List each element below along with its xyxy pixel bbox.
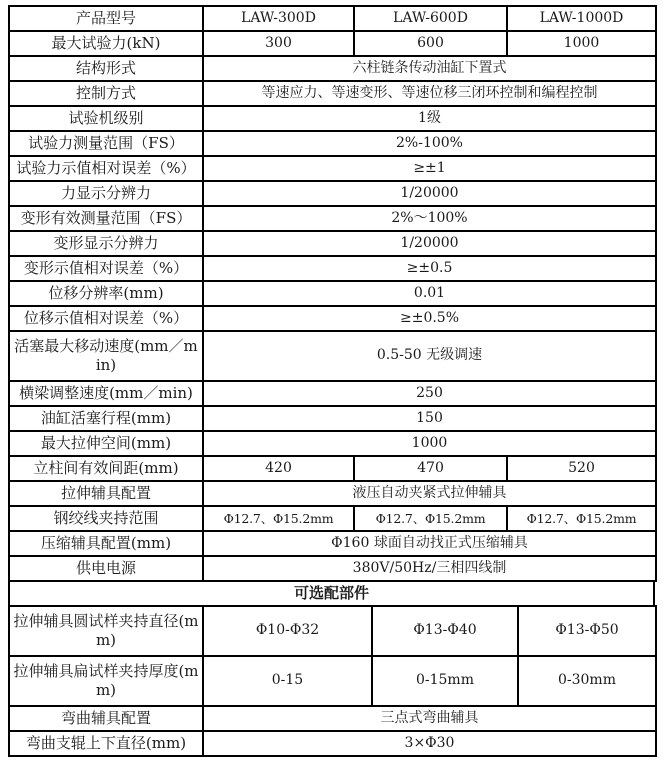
spec-label: 活塞最大移动速度(mm／min)	[9, 331, 203, 381]
spec-value: ≥±0.5%	[203, 306, 656, 331]
spec-label: 最大拉伸空间(mm)	[9, 431, 203, 456]
spec-table-optional	[8, 605, 657, 757]
spec-value: 液压自动夹紧式拉伸辅具	[203, 481, 656, 506]
table-row-flat-specimen-thickness	[9, 656, 656, 706]
table-row-force-error	[9, 156, 656, 181]
table-row-column-spacing	[9, 456, 656, 481]
table-row-tension-fixture	[9, 481, 656, 506]
spec-label: 最大试验力(kN)	[9, 31, 203, 56]
table-row-piston-max-speed	[9, 331, 656, 381]
table-row-compression-fixture	[9, 531, 656, 556]
spec-label: 试验力示值相对误差（%）	[9, 156, 203, 181]
spec-value: LAW-300D	[203, 6, 354, 31]
table-row-crosshead-speed	[9, 381, 656, 406]
spec-value: ≥±0.5	[203, 256, 656, 281]
spec-value: 1000	[507, 31, 656, 56]
table-row-bending-fixture	[9, 706, 656, 731]
table-row-deform-resolution	[9, 231, 656, 256]
spec-value: Φ10-Φ32	[203, 606, 372, 656]
spec-value: 0-30mm	[518, 656, 656, 706]
spec-value: 420	[203, 456, 354, 481]
spec-label: 位移示值相对误差（%）	[9, 306, 203, 331]
spec-value: 470	[354, 456, 507, 481]
table-row-force-resolution	[9, 181, 656, 206]
spec-table-main	[8, 5, 657, 582]
spec-value: 0.01	[203, 281, 656, 306]
spec-label: 产品型号	[9, 6, 203, 31]
spec-value: ≥±1	[203, 156, 656, 181]
spec-value: 六柱链条传动油缸下置式	[203, 56, 656, 81]
spec-label: 立柱间有效间距(mm)	[9, 456, 203, 481]
spec-label: 横梁调整速度(mm／min)	[9, 381, 203, 406]
spec-label: 拉伸辅具扁试样夹持厚度(mm)	[9, 656, 203, 706]
spec-value: 380V/50Hz/三相四线制	[203, 556, 656, 581]
spec-label: 拉伸辅具配置	[9, 481, 203, 506]
table-row-strand-clamp-range	[9, 506, 656, 531]
spec-value: 0.5-50 无级调速	[203, 331, 656, 381]
table-row-machine-class	[9, 106, 656, 131]
spec-label: 试验机级别	[9, 106, 203, 131]
table-row-deform-error	[9, 256, 656, 281]
spec-value: 0-15mm	[372, 656, 518, 706]
table-row-max-test-force	[9, 31, 656, 56]
spec-label: 钢绞线夹持范围	[9, 506, 203, 531]
spec-value: 等速应力、等速变形、等速位移三闭环控制和编程控制	[203, 81, 656, 106]
spec-label: 控制方式	[9, 81, 203, 106]
table-row-deform-measure-range	[9, 206, 656, 231]
spec-value: 1/20000	[203, 231, 656, 256]
spec-value: LAW-1000D	[507, 6, 656, 31]
spec-label: 力显示分辨力	[9, 181, 203, 206]
table-row-structure-type	[9, 56, 656, 81]
table-row-bending-roller-diameter	[9, 731, 656, 756]
spec-label: 变形显示分辨力	[9, 231, 203, 256]
spec-value: Φ12.7、Φ15.2mm	[203, 506, 354, 531]
spec-value: Φ13-Φ50	[518, 606, 656, 656]
spec-value: 520	[507, 456, 656, 481]
spec-value: Φ12.7、Φ15.2mm	[507, 506, 656, 531]
spec-value: 0-15	[203, 656, 372, 706]
table-row-product-model	[9, 6, 656, 31]
table-row-displacement-resolution	[9, 281, 656, 306]
spec-label: 变形示值相对误差（%）	[9, 256, 203, 281]
spec-value: 250	[203, 381, 656, 406]
spec-value: 600	[354, 31, 507, 56]
spec-value: 三点式弯曲辅具	[203, 706, 656, 731]
table-row-piston-stroke	[9, 406, 656, 431]
table-row-force-measure-range	[9, 131, 656, 156]
spec-value: 150	[203, 406, 656, 431]
spec-value: Φ13-Φ40	[372, 606, 518, 656]
spec-value: 2%～100%	[203, 206, 656, 231]
spec-value: 2%-100%	[203, 131, 656, 156]
spec-value: LAW-600D	[354, 6, 507, 31]
spec-value: 300	[203, 31, 354, 56]
spec-value: 1/20000	[203, 181, 656, 206]
table-row-round-specimen-diameter	[9, 606, 656, 656]
spec-label: 弯曲支辊上下直径(mm)	[9, 731, 203, 756]
spec-label: 弯曲辅具配置	[9, 706, 203, 731]
spec-label: 位移分辨率(mm)	[9, 281, 203, 306]
spec-label: 压缩辅具配置(mm)	[9, 531, 203, 556]
table-row-max-tension-space	[9, 431, 656, 456]
spec-label: 变形有效测量范围（FS）	[9, 206, 203, 231]
optional-parts-section-header: 可选配部件	[8, 580, 655, 607]
spec-value: 3×Φ30	[203, 731, 656, 756]
table-row-control-mode	[9, 81, 656, 106]
spec-label: 油缸活塞行程(mm)	[9, 406, 203, 431]
spec-label: 拉伸辅具圆试样夹持直径(mm)	[9, 606, 203, 656]
table-row-displacement-error	[9, 306, 656, 331]
spec-value: 1级	[203, 106, 656, 131]
spec-value: 1000	[203, 431, 656, 456]
spec-value: Φ12.7、Φ15.2mm	[354, 506, 507, 531]
table-row-power-supply	[9, 556, 656, 581]
spec-label: 试验力测量范围（FS）	[9, 131, 203, 156]
spec-sheet	[8, 5, 655, 757]
spec-label: 结构形式	[9, 56, 203, 81]
spec-label: 供电电源	[9, 556, 203, 581]
spec-value: Φ160 球面自动找正式压缩辅具	[203, 531, 656, 556]
